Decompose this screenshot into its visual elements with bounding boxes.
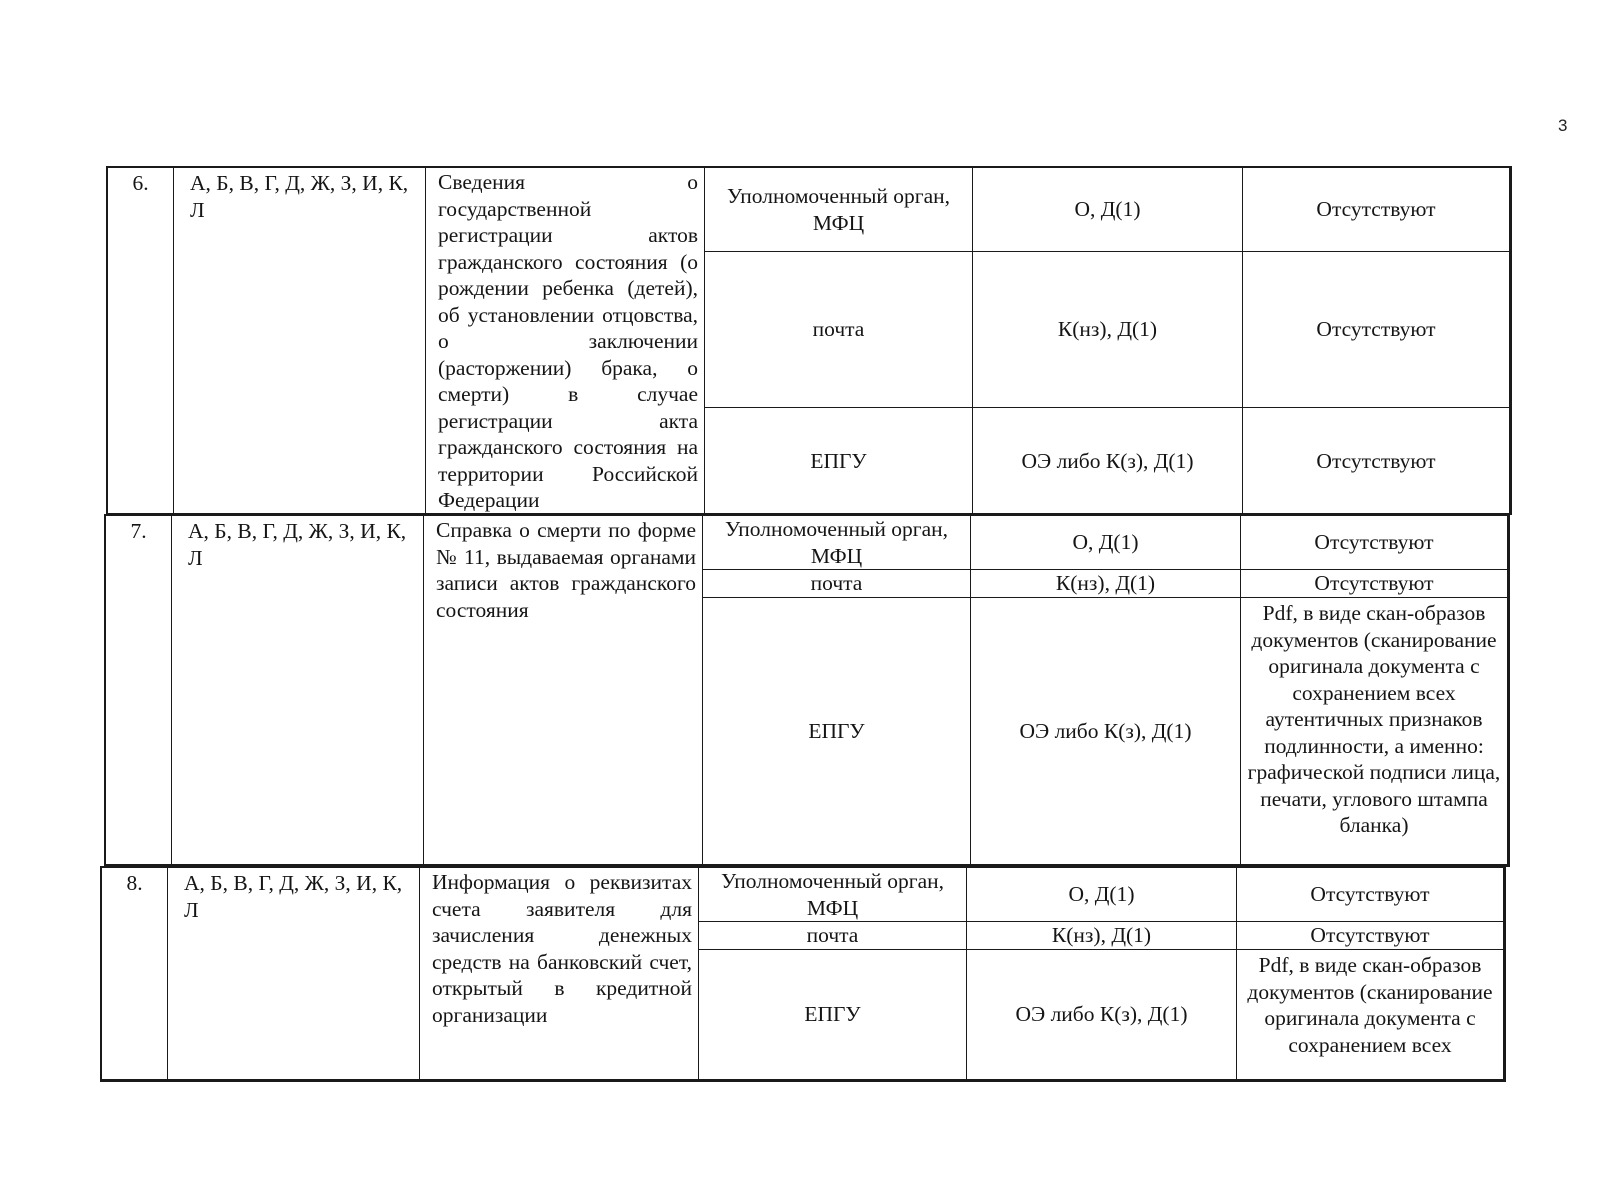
applicant-categories: А, Б, В, Г, Д, Ж, З, И, К, Л — [168, 868, 420, 1080]
document-description: Информация о реквизитах счета заявителя для зачисления денежных средств на банковский счет, открытый в кредитной организации — [420, 868, 699, 1080]
table-row-6 — [106, 166, 1512, 515]
page-number: 3 — [1558, 116, 1568, 135]
format-requirements: Pdf, в виде скан-образов документов (сканирование оригинала документа с сохранением всех аутентичных признаков подлинности, а именно: графической подписи лица, печати, углового штампа бланка) — [1241, 598, 1508, 865]
submission-channel: ЕПГУ — [703, 598, 971, 865]
submission-channel: Уполномоченный орган, МФЦ — [703, 516, 971, 570]
table-row-7 — [104, 514, 1510, 867]
submission-channel: ЕПГУ — [699, 950, 967, 1080]
applicant-categories: А, Б, В, Г, Д, Ж, З, И, К, Л — [174, 168, 426, 515]
document-form: ОЭ либо К(з), Д(1) — [971, 598, 1241, 865]
format-requirements: Отсутствуют — [1237, 922, 1504, 950]
format-requirements: Отсутствуют — [1243, 168, 1510, 252]
document-description: Справка о смерти по форме № 11, выдаваемая органами записи актов гражданского состояния — [424, 516, 703, 865]
row-number: 8. — [102, 868, 168, 1080]
submission-channel: ЕПГУ — [705, 408, 973, 515]
submission-channel: Уполномоченный орган, МФЦ — [705, 168, 973, 252]
table-row-8 — [100, 866, 1506, 1082]
document-form: ОЭ либо К(з), Д(1) — [967, 950, 1237, 1080]
format-requirements: Отсутствуют — [1237, 868, 1504, 922]
submission-channel: почта — [705, 252, 973, 408]
applicant-categories: А, Б, В, Г, Д, Ж, З, И, К, Л — [172, 516, 424, 865]
submission-channel: почта — [703, 570, 971, 598]
format-requirements: Отсутствуют — [1241, 516, 1508, 570]
document-form: К(нз), Д(1) — [967, 922, 1237, 950]
document-form: К(нз), Д(1) — [973, 252, 1243, 408]
document-description: Сведения о государственной регистрации актов гражданского состояния (о рождении ребенка (детей), об установлении отцовства, о заключении (расторжении) брака, о смерти) в случае регистрации акта гражданского состояния на территории Российской Федерации — [426, 168, 705, 515]
document-form: О, Д(1) — [971, 516, 1241, 570]
format-requirements: Отсутствуют — [1243, 252, 1510, 408]
format-requirements: Отсутствуют — [1241, 570, 1508, 598]
document-form: О, Д(1) — [967, 868, 1237, 922]
row-number: 6. — [108, 168, 174, 515]
format-requirements: Отсутствуют — [1243, 408, 1510, 515]
format-requirements: Pdf, в виде скан-образов документов (сканирование оригинала документа с сохранением всех — [1237, 950, 1504, 1080]
row-number: 7. — [106, 516, 172, 865]
document-form: О, Д(1) — [973, 168, 1243, 252]
submission-channel: почта — [699, 922, 967, 950]
submission-channel: Уполномоченный орган, МФЦ — [699, 868, 967, 922]
document-form: ОЭ либо К(з), Д(1) — [973, 408, 1243, 515]
document-form: К(нз), Д(1) — [971, 570, 1241, 598]
